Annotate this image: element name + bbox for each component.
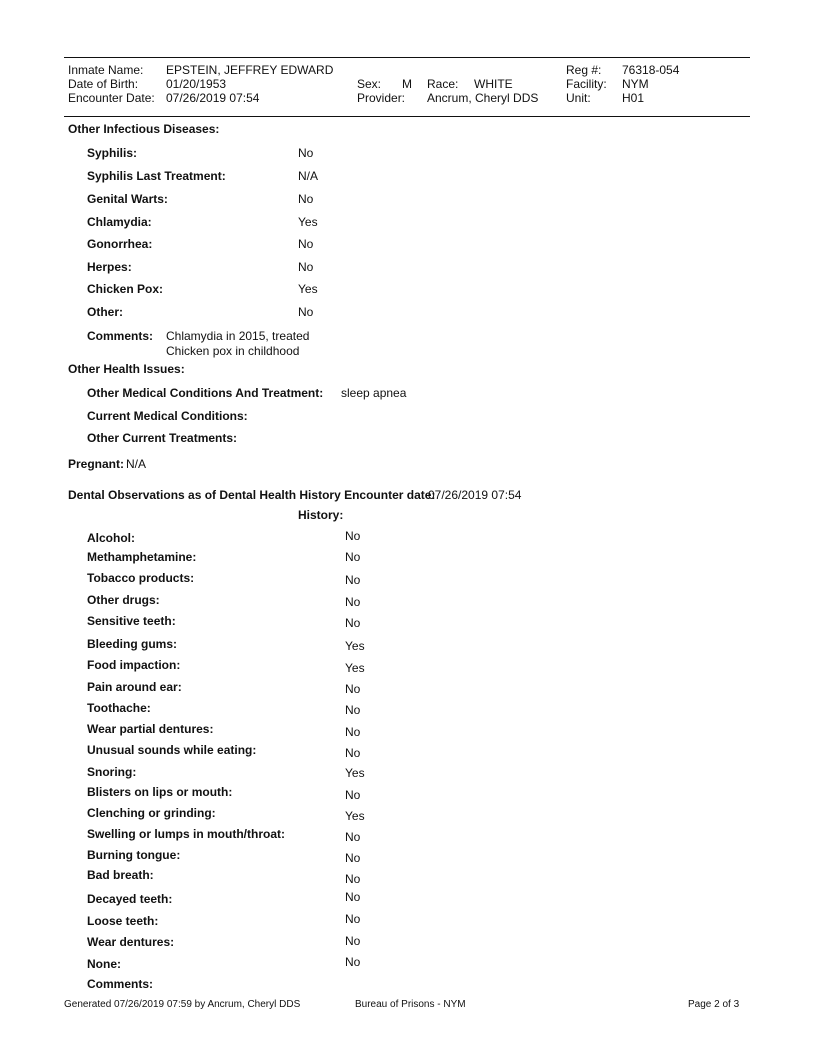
list-item-value: No <box>298 192 314 206</box>
dental-history-label: History: <box>298 508 344 522</box>
footer-bureau: Bureau of Prisons - NYM <box>355 999 466 1010</box>
current-conditions-label: Current Medical Conditions: <box>87 409 248 423</box>
dob: 01/20/1953 <box>166 77 227 91</box>
list-item-label: Burning tongue: <box>87 848 181 862</box>
list-item-label: Blisters on lips or mouth: <box>87 785 233 799</box>
list-item-value: No <box>298 260 314 274</box>
list-item-value: N/A <box>298 169 319 183</box>
list-item-value: No <box>345 703 361 717</box>
list-item-label: Wear partial dentures: <box>87 722 214 736</box>
inmate-name-label: Inmate Name: <box>68 63 144 77</box>
other-conditions-label: Other Medical Conditions And Treatment: <box>87 386 324 400</box>
unit-label: Unit: <box>566 91 591 105</box>
list-item-value: No <box>345 550 361 564</box>
list-item-label: Food impaction: <box>87 658 181 672</box>
list-item-value: Yes <box>298 215 318 229</box>
sex: M <box>402 77 412 91</box>
list-item-label: Bleeding gums: <box>87 637 178 651</box>
list-item-value: No <box>345 788 361 802</box>
header-bottom-rule <box>64 116 750 117</box>
health-section-title: Other Health Issues: <box>68 362 185 376</box>
other-conditions-value: sleep apnea <box>341 386 407 400</box>
list-item-label: Other: <box>87 305 123 319</box>
list-item-value: No <box>345 573 361 587</box>
list-item-label: Genital Warts: <box>87 192 168 206</box>
list-item-label: Methamphetamine: <box>87 550 197 564</box>
list-item-label: Toothache: <box>87 701 151 715</box>
list-item-value: No <box>345 890 361 904</box>
dob-label: Date of Birth: <box>68 77 139 91</box>
list-item-label: Gonorrhea: <box>87 237 153 251</box>
dental-comments-label: Comments: <box>87 977 154 991</box>
list-item-value: No <box>345 595 361 609</box>
infectious-section-title: Other Infectious Diseases: <box>68 122 220 136</box>
pregnant-value: N/A <box>126 457 147 471</box>
list-item-value: No <box>345 912 361 926</box>
list-item-label: Syphilis Last Treatment: <box>87 169 226 183</box>
inmate-name: EPSTEIN, JEFFREY EDWARD <box>166 63 334 77</box>
list-item-value: No <box>298 146 314 160</box>
facility: NYM <box>622 77 649 91</box>
infectious-comments-label: Comments: <box>87 329 154 343</box>
infectious-comments-line1: Chlamydia in 2015, treated <box>166 329 310 343</box>
list-item-label: Herpes: <box>87 260 132 274</box>
list-item-label: Syphilis: <box>87 146 138 160</box>
list-item-label: Pain around ear: <box>87 680 182 694</box>
list-item-label: Chicken Pox: <box>87 282 164 296</box>
list-item-label: Sensitive teeth: <box>87 614 176 628</box>
list-item-label: Tobacco products: <box>87 571 195 585</box>
list-item-label: Unusual sounds while eating: <box>87 743 257 757</box>
reg-number: 76318-054 <box>622 63 680 77</box>
footer-page-number: Page 2 of 3 <box>688 999 740 1010</box>
list-item-value: No <box>345 955 361 969</box>
current-treatments-label: Other Current Treatments: <box>87 431 238 445</box>
list-item-label: Decayed teeth: <box>87 892 173 906</box>
list-item-value: No <box>345 872 361 886</box>
list-item-label: Other drugs: <box>87 593 160 607</box>
dental-date: 07/26/2019 07:54 <box>428 488 522 502</box>
encounter-date: 07/26/2019 07:54 <box>166 91 260 105</box>
unit: H01 <box>622 91 645 105</box>
list-item-label: Wear dentures: <box>87 935 175 949</box>
dental-section-title: Dental Observations as of Dental Health History Encounter date: <box>68 488 436 502</box>
race: WHITE <box>474 77 513 91</box>
list-item-label: Bad breath: <box>87 868 154 882</box>
list-item-value: No <box>345 725 361 739</box>
facility-label: Facility: <box>566 77 607 91</box>
list-item-value: No <box>345 682 361 696</box>
list-item-value: No <box>345 830 361 844</box>
list-item-value: No <box>345 934 361 948</box>
race-label: Race: <box>427 77 459 91</box>
list-item-label: Chlamydia: <box>87 215 152 229</box>
list-item-value: Yes <box>345 661 365 675</box>
list-item-value: No <box>345 851 361 865</box>
list-item-value: No <box>298 305 314 319</box>
pregnant-label: Pregnant: <box>68 457 125 471</box>
provider-label: Provider: <box>357 91 406 105</box>
list-item-value: Yes <box>345 809 365 823</box>
list-item-label: Swelling or lumps in mouth/throat: <box>87 827 285 841</box>
list-item-value: Yes <box>345 766 365 780</box>
reg-label: Reg #: <box>566 63 602 77</box>
list-item-value: No <box>298 237 314 251</box>
list-item-label: None: <box>87 957 121 971</box>
list-item-label: Loose teeth: <box>87 914 159 928</box>
infectious-comments-line2: Chicken pox in childhood <box>166 344 300 358</box>
list-item-label: Snoring: <box>87 765 137 779</box>
sex-label: Sex: <box>357 77 382 91</box>
list-item-label: Alcohol: <box>87 531 135 545</box>
list-item-value: No <box>345 746 361 760</box>
footer-generated: Generated 07/26/2019 07:59 by Ancrum, Cheryl DDS <box>64 999 301 1010</box>
encounter-date-label: Encounter Date: <box>68 91 155 105</box>
list-item-value: No <box>345 616 361 630</box>
header-top-rule <box>64 57 750 58</box>
list-item-value: Yes <box>345 639 365 653</box>
list-item-value: Yes <box>298 282 318 296</box>
provider: Ancrum, Cheryl DDS <box>427 91 539 105</box>
list-item-value: No <box>345 529 361 543</box>
list-item-label: Clenching or grinding: <box>87 806 216 820</box>
